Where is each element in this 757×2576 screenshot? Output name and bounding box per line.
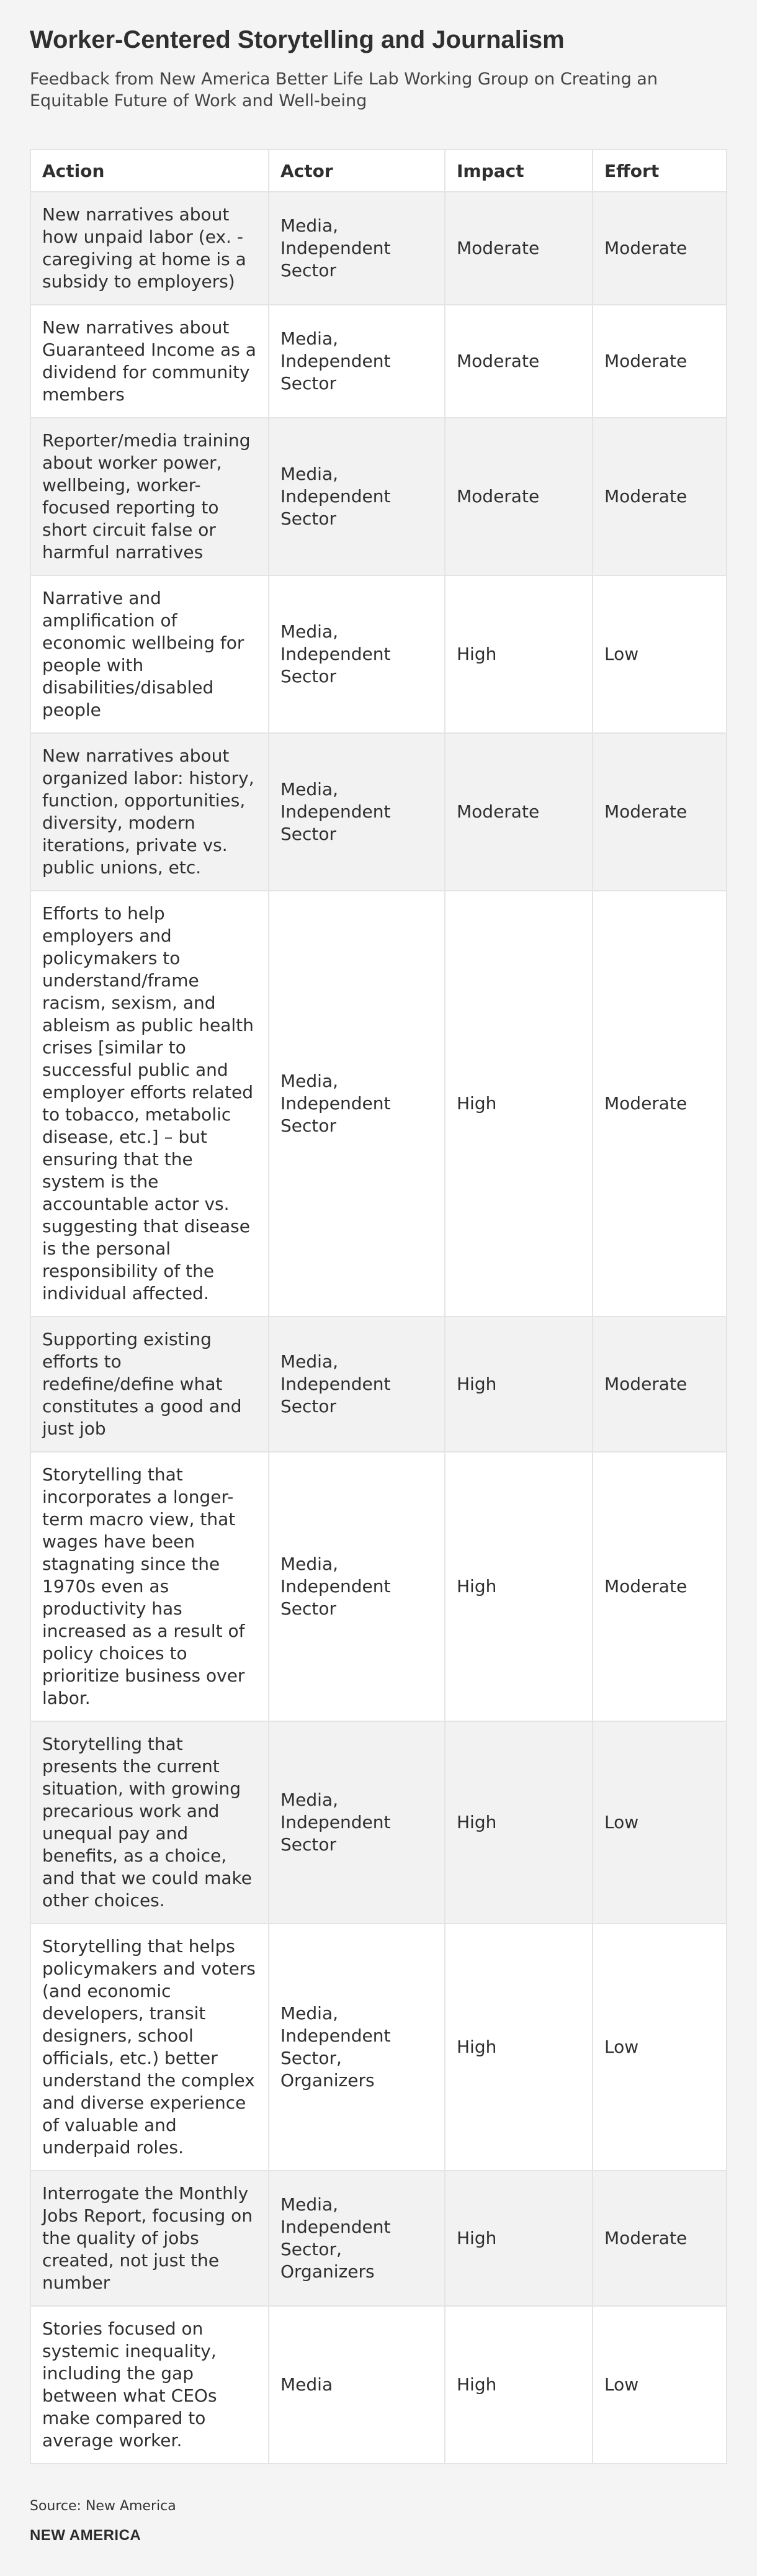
cell-effort: Moderate (593, 192, 727, 305)
column-header-impact: Impact (445, 150, 593, 192)
table-row (30, 733, 727, 891)
table-row (30, 1317, 727, 1452)
actions-table (30, 149, 727, 2464)
table-row (30, 1721, 727, 1924)
table-row (30, 1924, 727, 2171)
cell-effort: Moderate (593, 733, 727, 891)
cell-effort: Moderate (593, 1317, 727, 1452)
cell-action: Storytelling that helps policymakers and voters (and economic developers, transit designers, school officials, etc.) better understand the complex and diverse experience of valuable and underpaid roles. (30, 1924, 269, 2171)
cell-action: Efforts to help employers and policymakers to understand/frame racism, sexism, and ableism as public health crises [similar to successful public and employer efforts related to tobacco, metabolic disease, etc.] – but ensuring that the system is the accountable actor vs. suggesting that disease is the personal responsibility of the individual affected. (30, 891, 269, 1317)
column-header-action: Action (30, 150, 269, 192)
cell-action: New narratives about how unpaid labor (ex. - caregiving at home is a subsidy to employers) (30, 192, 269, 305)
column-header-effort: Effort (593, 150, 727, 192)
column-header-actor: Actor (269, 150, 445, 192)
cell-impact: Moderate (445, 418, 593, 575)
cell-actor: Media, Independent Sector (269, 575, 445, 733)
cell-impact: High (445, 1721, 593, 1924)
cell-impact: High (445, 1317, 593, 1452)
cell-actor: Media, Independent Sector (269, 1317, 445, 1452)
table-row (30, 418, 727, 575)
cell-actor: Media, Independent Sector, Organizers (269, 2171, 445, 2306)
cell-actor: Media, Independent Sector (269, 1452, 445, 1721)
cell-effort: Moderate (593, 1452, 727, 1721)
cell-effort: Moderate (593, 305, 727, 418)
cell-effort: Low (593, 575, 727, 733)
cell-impact: Moderate (445, 192, 593, 305)
cell-action: Stories focused on systemic inequality, including the gap between what CEOs make compared to average worker. (30, 2306, 269, 2464)
cell-action: Storytelling that incorporates a longer-term macro view, that wages have been stagnating since the 1970s even as productivity has increased as a result of policy choices to prioritize business over labor. (30, 1452, 269, 1721)
table-row (30, 192, 727, 305)
cell-effort: Moderate (593, 2171, 727, 2306)
cell-actor: Media, Independent Sector (269, 1721, 445, 1924)
table-row (30, 1452, 727, 1721)
cell-action: Interrogate the Monthly Jobs Report, focusing on the quality of jobs created, not just the number (30, 2171, 269, 2306)
cell-effort: Low (593, 2306, 727, 2464)
cell-action: New narratives about Guaranteed Income as a dividend for community members (30, 305, 269, 418)
cell-action: Reporter/media training about worker power, wellbeing, worker-focused reporting to short circuit false or harmful narratives (30, 418, 269, 575)
cell-effort: Low (593, 1721, 727, 1924)
cell-impact: High (445, 2306, 593, 2464)
page-subtitle: Feedback from New America Better Life Lab Working Group on Creating an Equitable Future of Work and Well-being (30, 70, 658, 110)
cell-action: Storytelling that presents the current situation, with growing precarious work and unequal pay and benefits, as a choice, and that we could make other choices. (30, 1721, 269, 1924)
cell-actor: Media (269, 2306, 445, 2464)
source-note: Source: New America (30, 2498, 176, 2514)
cell-effort: Moderate (593, 891, 727, 1317)
cell-action: New narratives about organized labor: history, function, opportunities, diversity, modern iterations, private vs. public unions, etc. (30, 733, 269, 891)
cell-actor: Media, Independent Sector (269, 733, 445, 891)
cell-impact: High (445, 891, 593, 1317)
table-header-row (30, 150, 727, 192)
cell-impact: High (445, 575, 593, 733)
cell-effort: Low (593, 1924, 727, 2171)
cell-impact: High (445, 1924, 593, 2171)
table-row (30, 2171, 727, 2306)
table-row (30, 2306, 727, 2464)
table-row (30, 891, 727, 1317)
cell-action: Supporting existing efforts to redefine/define what constitutes a good and just job (30, 1317, 269, 1452)
table-row (30, 305, 727, 418)
cell-effort: Moderate (593, 418, 727, 575)
cell-impact: Moderate (445, 733, 593, 891)
page-title: Worker-Centered Storytelling and Journalism (30, 26, 565, 53)
brand-logo: NEW AMERICA (30, 2527, 141, 2544)
cell-actor: Media, Independent Sector (269, 891, 445, 1317)
cell-impact: High (445, 2171, 593, 2306)
cell-impact: Moderate (445, 305, 593, 418)
cell-actor: Media, Independent Sector (269, 305, 445, 418)
cell-impact: High (445, 1452, 593, 1721)
cell-action: Narrative and amplification of economic wellbeing for people with disabilities/disabled people (30, 575, 269, 733)
cell-actor: Media, Independent Sector, Organizers (269, 1924, 445, 2171)
cell-actor: Media, Independent Sector (269, 192, 445, 305)
cell-actor: Media, Independent Sector (269, 418, 445, 575)
table-row (30, 575, 727, 733)
